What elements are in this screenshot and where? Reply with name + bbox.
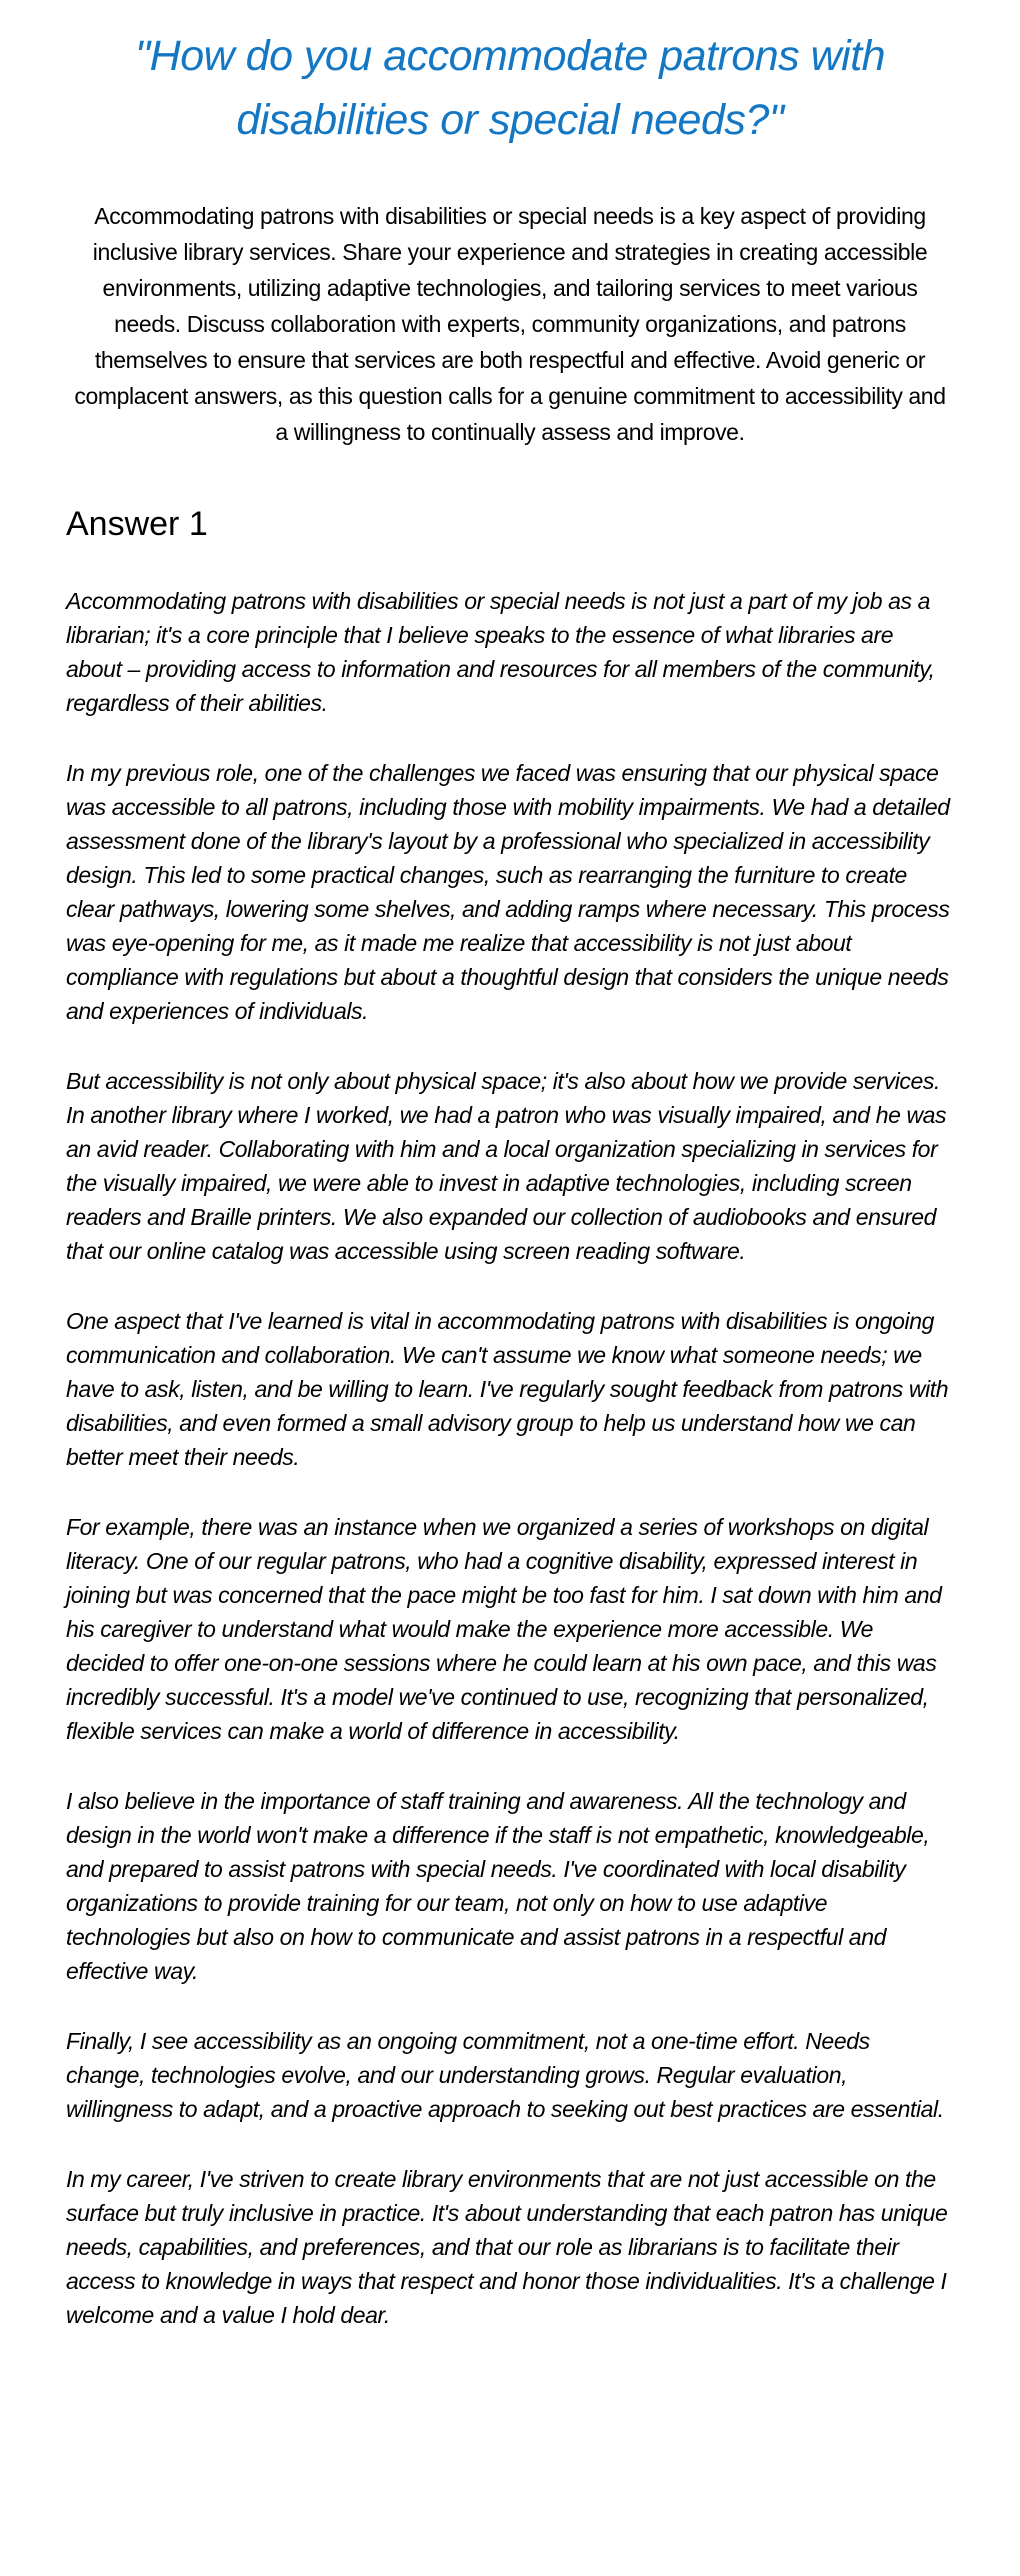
answer-paragraph-6: I also believe in the importance of staff training and awareness. All the technology and design in the world won't make a difference if the staff is not empathetic, knowledgeable, and prepared to assist patrons with special needs. I've coordinated with local disability organizations to provide training for our team, not only on how to use adaptive technologies but also on how to communicate and assist patrons in a respectful and effective way. — [66, 1788, 930, 1984]
answer-body — [66, 584, 954, 2332]
answer-heading: Answer 1 — [66, 505, 208, 543]
answer-paragraph-1: Accommodating patrons with disabilities or special needs is not just a part of my job as a librarian; it's a core principle that I believe speaks to the essence of what libraries are about – providing access to information and resources for all members of the community, regardless of their abilities. — [66, 588, 935, 716]
question-title: "How do you accommodate patrons with disabilities or special needs?" — [134, 32, 886, 144]
answer-paragraph-8: In my career, I've striven to create library environments that are not just accessible on the surface but truly inclusive in practice. It's about understanding that each patron has unique needs, capabilities, and preferences, and that our role as librarians is to facilitate their access to knowledge in ways that respect and honor those individualities. It's a challenge I welcome and a value I hold dear. — [66, 2166, 948, 2328]
answer-paragraph-4: One aspect that I've learned is vital in accommodating patrons with disabilities is ongoing communication and collaboration. We can't assume we know what someone needs; we have to ask, listen, and be willing to learn. I've regularly sought feedback from patrons with disabilities, and even formed a small advisory group to help us understand how we can better meet their needs. — [66, 1308, 949, 1470]
answer-paragraph-2: In my previous role, one of the challenges we faced was ensuring that our physical space was accessible to all patrons, including those with mobility impairments. We had a detailed assessment done of the library's layout by a professional who specialized in accessibility design. This led to some practical changes, such as rearranging the furniture to create clear pathways, lowering some shelves, and adding ramps where necessary. This process was eye-opening for me, as it made me realize that accessibility is not just about compliance with regulations but about a thoughtful design that considers the unique needs and experiences of individuals. — [66, 760, 950, 1024]
answer-paragraph-7: Finally, I see accessibility as an ongoing commitment, not a one-time effort. Needs change, technologies evolve, and our understanding grows. Regular evaluation, willingness to adapt, and a proactive approach to seeking out best practices are essential. — [66, 2028, 944, 2122]
answer-paragraph-5: For example, there was an instance when we organized a series of workshops on digital literacy. One of our regular patrons, who had a cognitive disability, expressed interest in joining but was concerned that the pace might be too fast for him. I sat down with him and his caregiver to understand what would make the experience more accessible. We decided to offer one-on-one sessions where he could learn at his own pace, and this was incredibly successful. It's a model we've continued to use, recognizing that personalized, flexible services can make a world of difference in accessibility. — [66, 1514, 942, 1744]
question-description: Accommodating patrons with disabilities or special needs is a key aspect of providing inclusive library services. Share your experience and strategies in creating accessible environments, utilizing adaptive technologies, and tailoring services to meet various needs. Discuss collaboration with experts, community organizations, and patrons themselves to ensure that services are both respectful and effective. Avoid generic or complacent answers, as this question calls for a genuine commitment to accessibility and a willingness to continually assess and improve. — [74, 203, 946, 445]
answer-paragraph-3: But accessibility is not only about physical space; it's also about how we provide services. In another library where I worked, we had a patron who was visually impaired, and he was an avid reader. Collaborating with him and a local organization specializing in services for the visually impaired, we were able to invest in adaptive technologies, including screen readers and Braille printers. We also expanded our collection of audiobooks and ensured that our online catalog was accessible using screen reading software. — [66, 1068, 947, 1264]
